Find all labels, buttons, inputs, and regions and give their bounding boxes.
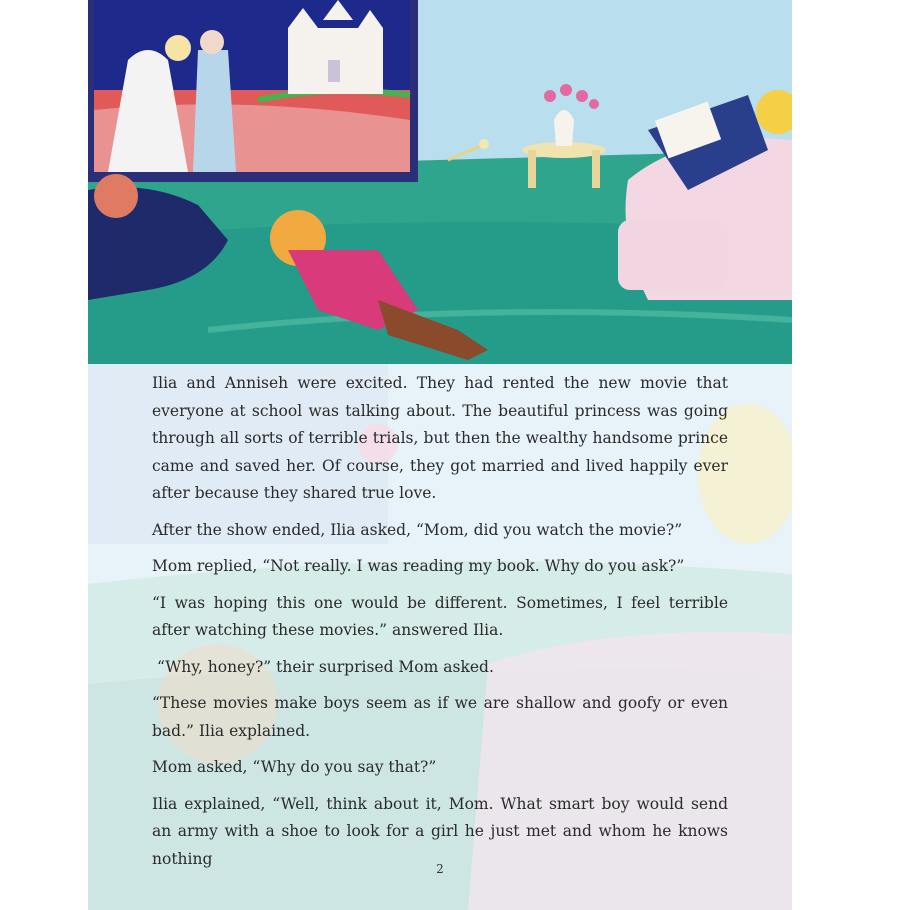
paragraph: Ilia explained, “Well, think about it, Mom. What smart boy would send an army with a shoe to look for a girl he just met and whom he knows nothing — [152, 794, 728, 868]
page-number: 2 — [436, 862, 444, 876]
paragraph: “Why, honey?” their surprised Mom asked. — [152, 657, 494, 676]
story-text — [152, 370, 728, 882]
paragraph: “I was hoping this one would be different. Sometimes, I feel terrible after watching these movies.” answered Ilia. — [152, 593, 728, 639]
paragraph: Mom replied, “Not really. I was reading my book. Why do you ask?” — [152, 557, 685, 575]
paragraph: After the show ended, Ilia asked, “Mom, did you watch the movie?” — [152, 520, 683, 539]
book-page — [88, 0, 792, 910]
paragraph: Ilia and Anniseh were excited. They had rented the new movie that everyone at school was talking about. The beautiful princess was going through all sorts of terrible trials, but then the wealthy handsome prince came and saved her. Of course, they got married and lived happily ever after because they shared true love. — [152, 374, 728, 502]
paragraph: “These movies make boys seem as if we are shallow and goofy or even bad.” Ilia explained. — [152, 694, 728, 740]
living-room-illustration — [88, 0, 792, 364]
paragraph: Mom asked, “Why do you say that?” — [152, 758, 437, 776]
